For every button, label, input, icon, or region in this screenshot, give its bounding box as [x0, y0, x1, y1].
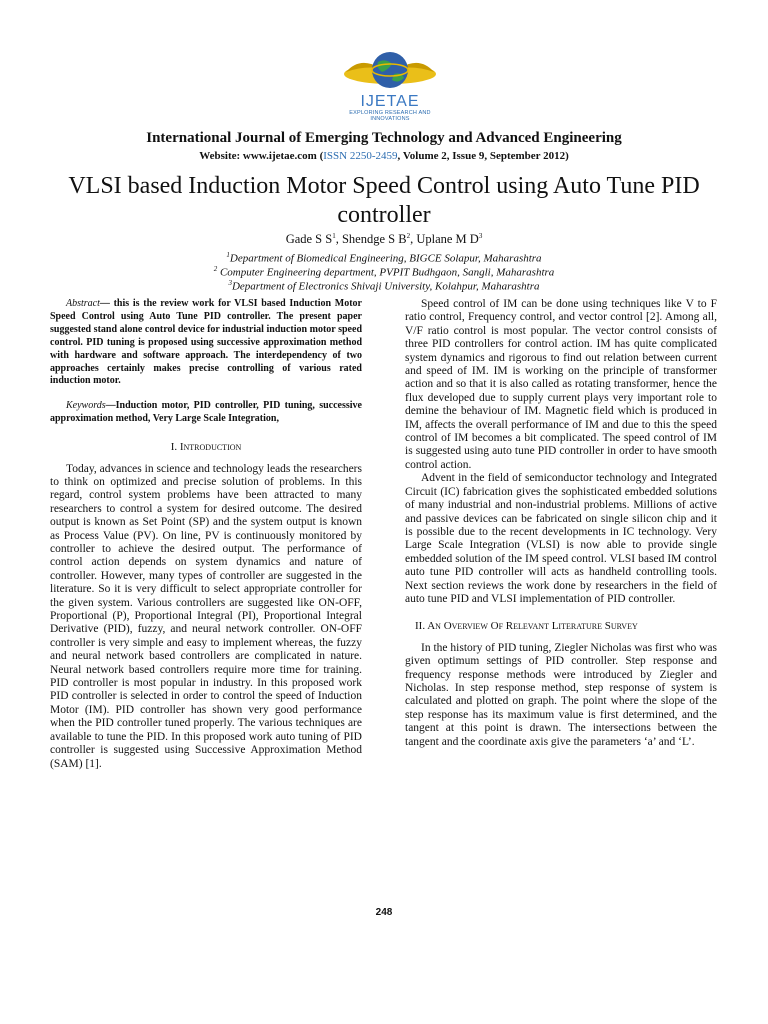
- author-list: [0, 232, 768, 247]
- section-1-heading: I. Introduction: [170, 441, 242, 454]
- author-1-sup: 1: [332, 232, 336, 240]
- keywords: [50, 400, 362, 426]
- affiliation-3: $^3$Department of Electronics Shivaji University, Kolahpur, Maharashtra: [228, 279, 540, 293]
- logo-tagline: EXPLORING RESEARCH AND INNOVATIONS: [349, 110, 431, 122]
- keywords-label: Keywords: [66, 400, 106, 412]
- abstract: [50, 298, 362, 388]
- page-number: 248: [375, 907, 393, 918]
- paper-title: VLSI based Induction Motor Speed Control using Auto Tune PID controller: [68, 173, 700, 228]
- svg-text:IJETAE: IJETAE: [360, 93, 420, 110]
- literature-paragraph-1: In the history of PID tuning, Ziegler Nicholas was first who was given optimum settings of PID controller. Step response and frequency response methods were introduced by Ziegler and Nicholas. In step response method, step response of system is calculated and plotted on graph. The point where the slope of the step response has its maximum value is first determined, and the tangent at this point is drawn. The intersections between the tangent and the coordinate axis give the parameters ‘a’ and ‘L’.: [405, 641, 717, 748]
- journal-website: [0, 150, 768, 162]
- author-2: , Shendge S B: [335, 232, 407, 247]
- section-2-heading: II. An Overview Of Relevant Literature Survey: [415, 620, 638, 633]
- keywords-text: —Induction motor, PID controller, PID tuning, successive approximation method, Very Large Scale Integration,: [50, 400, 362, 425]
- globe-wings-icon: [340, 46, 440, 112]
- affiliation-1: $^1$Department of Biomedical Engineering, BIGCE Solapur, Maharashtra: [226, 251, 542, 265]
- abstract-label: Abstract: [66, 298, 100, 309]
- journal-name: International Journal of Emerging Technology and Advanced Engineering: [146, 130, 622, 146]
- journal-logo: [340, 46, 440, 122]
- abstract-text: — this is the review work for VLSI based Induction Motor Speed Control using Auto Tune PID controller. The present paper suggested stand alone control device for industrial induction motor speed control. PID tuning is proposed using successive approximation method with hardware and software approach. The interdependency of two approaches certainly makes precise controlling of various rated induction motor.: [50, 298, 362, 387]
- right-column: [405, 298, 717, 749]
- website-suffix: , Volume 2, Issue 9, September 2012): [397, 150, 569, 162]
- intro-paragraph-3: Advent in the field of semiconductor technology and Integrated Circuit (IC) fabrication gives the sophisticated embedded solutions of many industrial and non-industrial problems. Millions of active and passive devices can be fabricated on single silicon chip and it is possible due to the recent developments in IC technology. Very Large Scale Integration (VLSI) is now able to provide single embedded solution of the IM speed control. VLSI based IM control auto tune PID controller will acts as handheld controlling tools. Next section reviews the work done by researchers in the field of auto tune PID and VLSI implementation of PID controller.: [405, 472, 717, 605]
- website-prefix: Website: www.ijetae.com (: [199, 150, 324, 162]
- issn-link[interactable]: ISSN 2250-2459: [323, 150, 398, 162]
- intro-paragraph-2: Speed control of IM can be done using techniques like V to F ratio control, Frequency control, and vector control [2]. Among all, V/F ratio control is most popular. The vector control consists of three PID controllers for control action. IM has quite complicated system dynamics and rigorous to find out relation between current and speed of IM. IM is working on the principle of transformer action and so that it is also called as rotating transformer, hence the flux developed due to supply current plays very important role to demine the behaviour of IM. Magnetic field which is produced in IM, affects the overall performance of IM and due to this the speed control of IM becomes a bit complicated. The speed control of IM is suggested using auto tune PID controller in order to have smooth control action.: [405, 298, 717, 471]
- author-3-sup: 3: [478, 232, 483, 240]
- author-1: Gade S S: [285, 232, 333, 247]
- intro-paragraph-1: Today, advances in science and technology leads the researchers to think on optimized and precise solution of problems. In this regard, control system problems have been attracted to many researchers to control a system for desired outcome. The desired output is known as Set Point (SP) and the system output is known as Process Value (PV). On line, PV is continuously monitored by controller to achieve the desired output. The performance of control action depends on system dynamics and nature of controller. However, many types of controller are suggested in the literature. So it is very difficult to select appropriate controller for the given system. Various controllers are suggested like ON-OFF, Proportional (P), Proportional Integral (PI), Proportional Integral Derivative (PID), fuzzy, and neural network controller. ON-OFF controller is very simple and easy to implement whereas, the fuzzy and neural network based controllers are complicated in nature. Neural network based controllers require more time for training. PID controller is most popular in industry. In this proposed work PID controller is selected in order to control the speed of Induction Motor (IM). PID controller has shown very good performance when the PID controller tuned properly. The various techniques are available to tune the PID. In this proposed work auto tuning of PID controller is suggested using Successive Approximation Method (SAM) [1].: [50, 462, 362, 770]
- author-3: , Uplane M D: [410, 232, 479, 247]
- author-2-sup: 2: [406, 232, 411, 240]
- left-column: [50, 298, 362, 771]
- affiliation-2: $^2$ Computer Engineering department, PVPIT Budhgaon, Sangli, Maharashtra: [213, 265, 555, 279]
